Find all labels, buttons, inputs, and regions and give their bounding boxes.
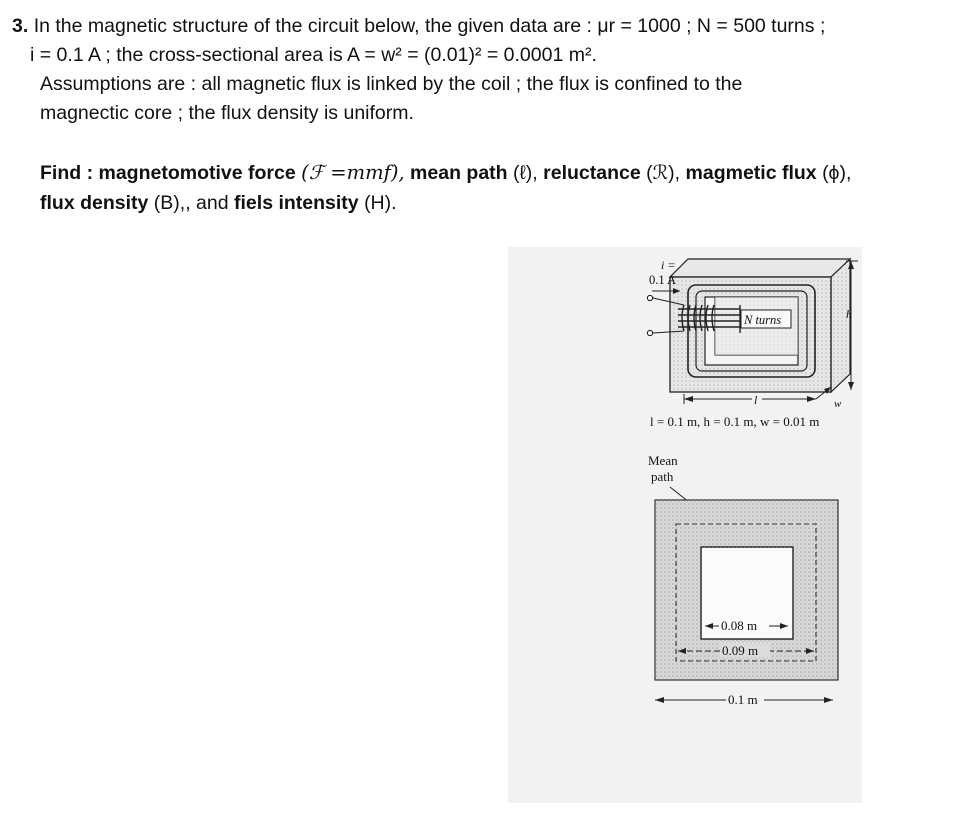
problem-number: 3. <box>12 15 29 37</box>
intensity-label: fiels intensity <box>234 192 359 214</box>
find-line-1 <box>40 158 960 188</box>
problem-text-1: In the magnetic structure of the circuit below, the given data are : μr = 1000 ; N = 500 turns ; <box>33 15 826 37</box>
dim-outer: 0.1 m <box>728 692 758 707</box>
reluctance-symbol: (ℛ), <box>646 162 681 184</box>
reluctance-label: reluctance <box>543 162 641 184</box>
coil-label: N turns <box>744 313 782 327</box>
path-label-fig: path <box>651 469 674 484</box>
path-label: mean path <box>410 162 508 184</box>
dim-mean: 0.09 m <box>722 643 759 658</box>
mmf-label: magnetomotive force <box>98 162 296 184</box>
flux-symbol: (ϕ), <box>822 162 852 184</box>
problem-line-4: magnectic core ; the flux density is uniform. <box>40 102 414 124</box>
current-i-label: i = <box>661 258 676 272</box>
terminal-bottom-icon <box>647 330 652 335</box>
density-label: flux density <box>40 192 149 214</box>
terminal-top-icon <box>647 295 652 300</box>
path-symbol: (ℓ), <box>513 162 538 184</box>
w-label: w <box>834 398 842 410</box>
find-statement <box>40 158 960 218</box>
l-label: l <box>754 393 758 407</box>
problem-statement <box>12 12 962 128</box>
mean-label: Mean <box>648 453 678 468</box>
problem-line-1 <box>12 12 962 41</box>
and-word: and <box>196 192 229 214</box>
h-label: h <box>846 307 852 321</box>
current-value: 0.1 A <box>649 273 677 287</box>
mmf-symbol: (ℱ =mmf), <box>301 161 405 184</box>
find-label: Find : <box>40 162 94 184</box>
dim-inner: 0.08 m <box>721 618 758 633</box>
flux-label: magmetic flux <box>685 162 817 184</box>
problem-line-2: i = 0.1 A ; the cross-sectional area is A = w² = (0.01)² = 0.0001 m². <box>30 44 597 66</box>
problem-line-3: Assumptions are : all magnetic flux is linked by the coil ; the flux is confined to the <box>40 73 743 95</box>
intensity-symbol: (H). <box>364 192 397 214</box>
magnetic-core-figure <box>508 247 862 803</box>
find-line-2: flux density (B),, and fiels intensity (H). <box>40 192 397 214</box>
density-symbol: (B), <box>153 192 186 214</box>
dimensions-caption: l = 0.1 m, h = 0.1 m, w = 0.01 m <box>650 414 820 429</box>
